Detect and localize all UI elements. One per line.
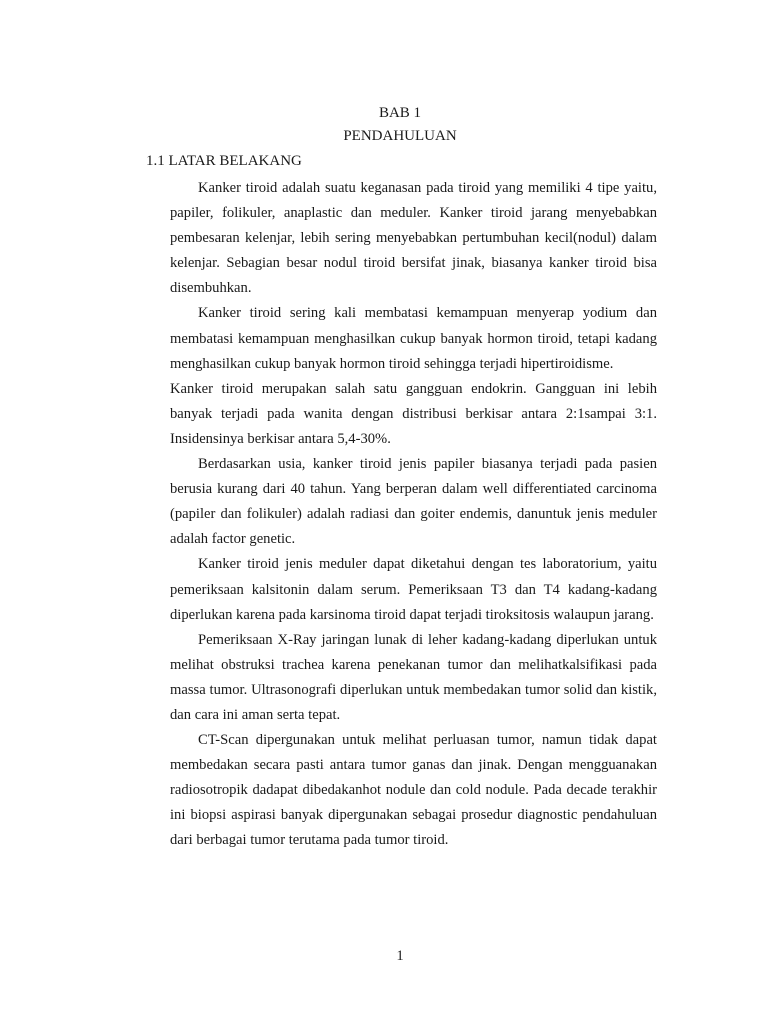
paragraph-7: CT-Scan dipergunakan untuk melihat perluasan tumor, namun tidak dapat membedakan secara pasti antara tumor ganas dan jinak. Dengan mengguanakan radiosotropik dadapat dibedakanhot nodule dan cold nodule. Pada decade terakhir ini biopsi aspirasi banyak dipergunakan sebagai prosedur diagnostic pendahuluan dari berbagai tumor terutama pada tumor tiroid. xyxy=(170,732,657,849)
chapter-title: PENDAHULUAN xyxy=(343,128,457,144)
paragraph-4: Berdasarkan usia, kanker tiroid jenis papiler biasanya terjadi pada pasien berusia kurang dari 40 tahun. Yang berperan dalam well differentiated carcinoma (papiler dan folikuler) adalah radiasi dan goiter endemis, danuntuk jenis meduler adalah factor genetic. xyxy=(170,456,657,548)
paragraph-5: Kanker tiroid jenis meduler dapat diketahui dengan tes laboratorium, yaitu pemeriksaan kalsitonin dalam serum. Pemeriksaan T3 dan T4 kadang-kadang diperlukan karena pada karsinoma tiroid dapat terjadi tiroksitosis walaupun jarang. xyxy=(170,556,657,623)
paragraph-1: Kanker tiroid adalah suatu keganasan pada tiroid yang memiliki 4 tipe yaitu, papiler, folikuler, anaplastic dan meduler. Kanker tiroid jarang menyebabkan pembesaran kelenjar, lebih sering menyebabkan pertumbuhan kecil(nodul) dalam kelenjar. Sebagian besar nodul tiroid bersifat jinak, biasanya kanker tiroid bisa disembuhkan. xyxy=(170,180,657,297)
page-number: 1 xyxy=(396,948,404,964)
body-text xyxy=(170,176,657,854)
chapter-number: BAB 1 xyxy=(378,105,422,121)
paragraph-2: Kanker tiroid sering kali membatasi kemampuan menyerap yodium dan membatasi kemampuan menghasilkan cukup banyak hormon tiroid, tetapi kadang menghasilkan cukup banyak hormon tiroid sehingga terjadi hipertiroidisme. xyxy=(170,305,657,372)
paragraph-6: Pemeriksaan X-Ray jaringan lunak di leher kadang-kadang diperlukan untuk melihat obstruksi trachea karena penekanan tumor dan melihatkalsifikasi pada massa tumor. Ultrasonografi diperlukan untuk membedakan tumor solid dan kistik, dan cara ini aman serta tepat. xyxy=(170,631,657,723)
paragraph-3: Kanker tiroid merupakan salah satu gangguan endokrin. Gangguan ini lebih banyak terjadi pada wanita dengan distribusi berkisar antara 2:1sampai 3:1. Insidensinya berkisar antara 5,4-30%. xyxy=(170,380,657,447)
section-heading: 1.1 LATAR BELAKANG xyxy=(146,153,302,169)
